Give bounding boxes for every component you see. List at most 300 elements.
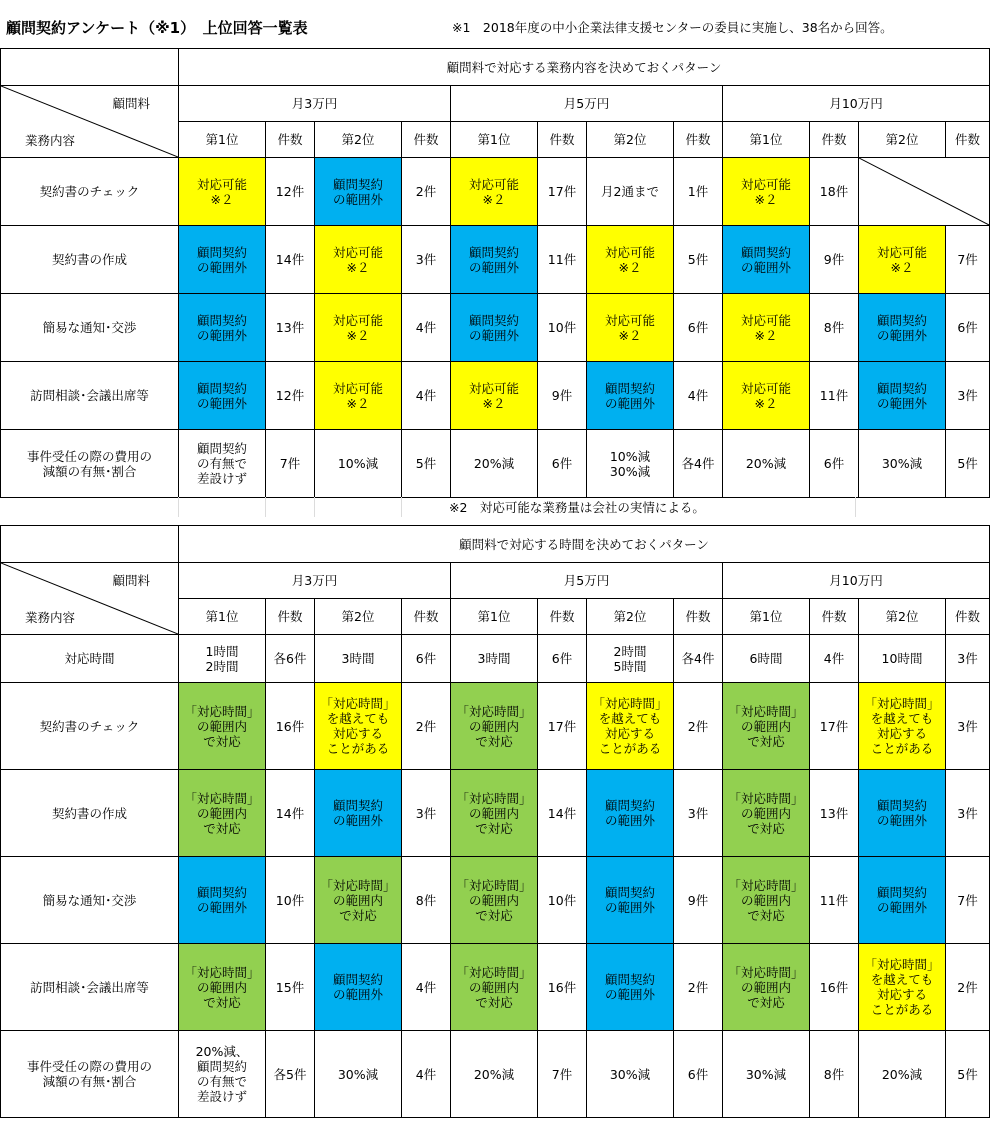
footnote-2: ※2 対応可能な業務量は会社の実情による。 [449, 500, 705, 515]
not-applicable-cell [859, 158, 990, 226]
rank-header: 第1位 [451, 599, 538, 635]
row-label [1, 770, 179, 857]
count-cell [538, 683, 587, 770]
answer-text: 顧問契約 の範囲外 [468, 312, 519, 343]
fee-content-pattern-table [0, 48, 990, 498]
rank-header: 第1位 [179, 122, 266, 158]
count-header: 件数 [810, 599, 859, 635]
count-text: 4件 [415, 388, 437, 403]
answer-text: 「対応時間」 の範囲内 で対応 [456, 703, 532, 749]
table-row [1, 683, 990, 770]
count-text: 6件 [551, 651, 573, 666]
count-text: 17件 [547, 718, 577, 734]
count-cell [674, 1031, 723, 1118]
answer-text: 顧問契約 の範囲外 [876, 885, 927, 915]
answer-text: 顧問契約 の範囲外 [740, 244, 791, 275]
count-text: 3件 [415, 805, 437, 821]
answer-text: 顧問契約 の有無で 差設けず [196, 441, 247, 486]
answer-cell [179, 944, 266, 1031]
count-cell [266, 683, 315, 770]
count-cell [946, 683, 990, 770]
count-header: 件数 [266, 599, 315, 635]
count-text: 4件 [415, 1066, 437, 1082]
answer-text: 顧問契約 の範囲外 [332, 176, 383, 207]
answer-cell [179, 857, 266, 944]
count-cell [946, 226, 990, 294]
fee-header: 月10万円 [723, 563, 990, 599]
rank-header: 第2位 [315, 599, 402, 635]
fee-time-pattern-table [0, 525, 990, 1118]
answer-text: 対応可能 ※２ [468, 176, 519, 207]
answer-text: 対応可能 ※２ [740, 380, 791, 411]
answer-text: 顧問契約 の範囲外 [196, 885, 247, 915]
row-label [1, 362, 179, 430]
count-text: 6件 [415, 651, 437, 666]
answer-cell [179, 158, 266, 226]
count-cell [810, 635, 859, 683]
task-axis-label: 業務内容 [25, 610, 76, 625]
count-cell [538, 857, 587, 944]
count-cell [538, 430, 587, 498]
count-text: 2件 [957, 979, 978, 995]
answer-text: 顧問契約 の範囲外 [332, 972, 383, 1002]
table-row [1, 770, 990, 857]
count-text: 7件 [957, 252, 978, 267]
table-row [1, 226, 990, 294]
count-text: 9件 [823, 252, 845, 267]
count-text: 7件 [279, 456, 301, 471]
answer-text: 「対応時間」 の範囲内 で対応 [728, 790, 804, 836]
answer-cell [723, 226, 810, 294]
answer-cell [723, 1031, 810, 1118]
answer-text: 2時間 5時間 [613, 643, 647, 674]
row-label-text: 簡易な通知･交渉 [42, 320, 137, 335]
answer-cell [179, 226, 266, 294]
count-header: 件数 [674, 599, 723, 635]
answer-cell [315, 857, 402, 944]
rank-header: 第2位 [315, 122, 402, 158]
count-cell [402, 770, 451, 857]
row-label [1, 857, 179, 944]
count-cell [810, 294, 859, 362]
answer-cell [723, 944, 810, 1031]
count-text: 7件 [551, 1066, 573, 1082]
rank-header: 第1位 [723, 122, 810, 158]
answer-cell [179, 362, 266, 430]
fee-header: 月10万円 [723, 86, 990, 122]
count-text: 17件 [547, 184, 577, 199]
answer-text: 「対応時間」 を越えても 対応する ことがある [864, 957, 940, 1017]
rank-header: 第2位 [587, 122, 674, 158]
count-cell [810, 683, 859, 770]
count-cell [946, 770, 990, 857]
answer-text: 10%減 [337, 456, 379, 471]
answer-cell [723, 770, 810, 857]
gridline [401, 497, 402, 517]
count-cell [266, 944, 315, 1031]
count-cell [266, 635, 315, 683]
count-cell [402, 158, 451, 226]
answer-text: 30%減 [609, 1066, 651, 1082]
count-text: 5件 [957, 456, 978, 471]
count-text: 8件 [415, 892, 437, 908]
count-cell [946, 294, 990, 362]
answer-text: 顧問契約 の範囲外 [876, 798, 927, 828]
count-text: 3件 [957, 805, 978, 821]
rank-header: 第2位 [859, 599, 946, 635]
count-cell [674, 857, 723, 944]
count-text: 12件 [275, 388, 305, 403]
row-label-text: 事件受任の際の費用の 減額の有無･割合 [26, 448, 152, 479]
answer-cell [179, 683, 266, 770]
row-label [1, 683, 179, 770]
count-text: 8件 [823, 1066, 845, 1082]
task-axis-label: 業務内容 [25, 133, 76, 148]
count-cell [538, 294, 587, 362]
answer-text: 20%減 [473, 1066, 515, 1082]
count-cell [266, 158, 315, 226]
answer-text: 20%減、 顧問契約 の有無で 差設けず [195, 1044, 249, 1104]
count-cell [266, 770, 315, 857]
count-text: 4件 [415, 320, 437, 335]
answer-cell [587, 770, 674, 857]
answer-text: 「対応時間」 を越えても 対応する ことがある [864, 696, 940, 756]
answer-text: 20%減 [473, 456, 515, 471]
count-cell [674, 226, 723, 294]
answer-cell [315, 683, 402, 770]
count-cell [946, 430, 990, 498]
answer-text: 対応可能 ※２ [740, 312, 791, 343]
gridline [178, 497, 179, 517]
count-text: 10件 [547, 892, 577, 908]
table-row [1, 158, 990, 226]
answer-cell [859, 770, 946, 857]
count-text: 5件 [957, 1066, 978, 1082]
count-text: 3件 [957, 718, 978, 734]
answer-text: 6時間 [749, 651, 783, 666]
count-header: 件数 [946, 122, 990, 158]
answer-text: 対応可能 ※２ [332, 312, 383, 343]
count-cell [946, 635, 990, 683]
count-cell [538, 635, 587, 683]
answer-text: 対応可能 ※２ [604, 244, 655, 275]
count-cell [266, 430, 315, 498]
blank-corner-cell [1, 526, 179, 563]
answer-cell [859, 683, 946, 770]
answer-text: 10時間 [881, 651, 923, 666]
answer-text: 「対応時間」 を越えても 対応する ことがある [592, 696, 668, 756]
count-text: 14件 [275, 805, 305, 821]
answer-cell [451, 158, 538, 226]
count-text: 10件 [275, 892, 305, 908]
answer-cell [587, 944, 674, 1031]
answer-cell [859, 226, 946, 294]
row-label-text: 事件受任の際の費用の 減額の有無･割合 [26, 1059, 152, 1089]
table-row [1, 294, 990, 362]
table-row [1, 362, 990, 430]
count-text: 6件 [687, 1066, 709, 1082]
count-cell [946, 362, 990, 430]
answer-cell [451, 362, 538, 430]
count-header: 件数 [946, 599, 990, 635]
count-text: 2件 [415, 184, 437, 199]
count-cell [674, 294, 723, 362]
count-text: 10件 [547, 320, 577, 335]
count-text: 11件 [819, 892, 849, 908]
count-cell [674, 635, 723, 683]
answer-cell [723, 158, 810, 226]
answer-cell [315, 294, 402, 362]
count-text: 4件 [687, 388, 709, 403]
answer-text: 対応可能 ※２ [332, 380, 383, 411]
answer-cell [315, 770, 402, 857]
count-cell [402, 294, 451, 362]
answer-cell [723, 362, 810, 430]
answer-text: 30%減 [881, 456, 923, 471]
count-text: 17件 [819, 718, 849, 734]
count-cell [402, 362, 451, 430]
answer-text: 対応可能 ※２ [468, 380, 519, 411]
pattern-title: 顧問料で対応する時間を決めておくパターン [179, 526, 990, 563]
rank-header: 第2位 [587, 599, 674, 635]
answer-cell [315, 1031, 402, 1118]
count-text: 6件 [551, 456, 573, 471]
count-cell [946, 857, 990, 944]
row-label [1, 294, 179, 362]
answer-text: 30%減 [745, 1066, 787, 1082]
answer-text: 10%減 30%減 [609, 448, 651, 479]
count-cell [402, 944, 451, 1031]
count-cell [266, 857, 315, 944]
answer-text: 対応可能 ※２ [876, 244, 927, 275]
count-cell [674, 430, 723, 498]
count-cell [674, 362, 723, 430]
count-cell [402, 683, 451, 770]
answer-cell [587, 430, 674, 498]
count-text: 6件 [823, 456, 845, 471]
answer-text: 「対応時間」 の範囲内 で対応 [728, 964, 804, 1010]
answer-text: 「対応時間」 の範囲内 で対応 [320, 877, 396, 923]
answer-cell [859, 1031, 946, 1118]
answer-text: 「対応時間」 を越えても 対応する ことがある [320, 696, 396, 756]
footnote-1: ※1 2018年度の中小企業法律支援センターの委員に実施し、38名から回答。 [452, 20, 893, 35]
answer-cell [179, 770, 266, 857]
count-text: 1件 [687, 184, 709, 199]
row-label-text: 訪問相談･会議出席等 [30, 979, 149, 995]
answer-text: 顧問契約 の範囲外 [876, 312, 927, 343]
blank-corner-cell [1, 49, 179, 86]
count-header: 件数 [538, 122, 587, 158]
count-text: 9件 [687, 892, 709, 908]
rank-header: 第2位 [859, 122, 946, 158]
rank-header: 第1位 [723, 599, 810, 635]
count-text: 3件 [957, 651, 978, 666]
answer-cell [587, 362, 674, 430]
count-text: 11件 [819, 388, 849, 403]
answer-text: 「対応時間」 の範囲内 で対応 [456, 877, 532, 923]
fee-header: 月5万円 [451, 563, 723, 599]
row-label [1, 158, 179, 226]
count-cell [810, 857, 859, 944]
count-cell [538, 158, 587, 226]
count-text: 3件 [415, 252, 437, 267]
answer-text: 対応可能 ※２ [740, 176, 791, 207]
answer-cell [315, 944, 402, 1031]
count-cell [402, 430, 451, 498]
answer-cell [723, 857, 810, 944]
answer-cell [587, 635, 674, 683]
answer-cell [723, 635, 810, 683]
answer-text: 月2通まで [601, 184, 659, 199]
count-header: 件数 [810, 122, 859, 158]
row-label-text: 訪問相談･会議出席等 [30, 388, 149, 403]
count-text: 16件 [819, 979, 849, 995]
count-cell [674, 944, 723, 1031]
answer-text: 「対応時間」 の範囲内 で対応 [184, 964, 260, 1010]
count-cell [810, 944, 859, 1031]
count-text: 2件 [415, 718, 437, 734]
count-cell [810, 1031, 859, 1118]
count-cell [402, 1031, 451, 1118]
count-header: 件数 [402, 122, 451, 158]
count-text: 各4件 [681, 456, 715, 471]
count-cell [810, 226, 859, 294]
count-cell [266, 1031, 315, 1118]
answer-text: 顧問契約 の範囲外 [604, 798, 655, 828]
row-label-text: 対応時間 [64, 651, 115, 666]
answer-text: 「対応時間」 の範囲内 で対応 [728, 877, 804, 923]
count-cell [810, 430, 859, 498]
answer-cell [451, 430, 538, 498]
answer-cell [587, 226, 674, 294]
count-text: 6件 [687, 320, 709, 335]
answer-text: 「対応時間」 の範囲内 で対応 [728, 703, 804, 749]
answer-cell [723, 683, 810, 770]
row-label [1, 944, 179, 1031]
count-text: 2件 [687, 979, 709, 995]
count-header: 件数 [402, 599, 451, 635]
answer-cell [315, 362, 402, 430]
fee-header: 月3万円 [179, 563, 451, 599]
count-text: 7件 [957, 892, 978, 908]
answer-text: 20%減 [745, 456, 787, 471]
count-text: 3件 [687, 805, 709, 821]
answer-cell [451, 944, 538, 1031]
answer-text: 30%減 [337, 1066, 379, 1082]
answer-cell [587, 294, 674, 362]
answer-text: 顧問契約 の範囲外 [196, 244, 247, 275]
answer-cell [723, 430, 810, 498]
count-cell [946, 944, 990, 1031]
count-cell [810, 158, 859, 226]
count-text: 各6件 [273, 651, 307, 666]
answer-text: 「対応時間」 の範囲内 で対応 [456, 790, 532, 836]
count-text: 15件 [275, 979, 305, 995]
answer-text: 「対応時間」 の範囲内 で対応 [184, 790, 260, 836]
count-text: 16件 [275, 718, 305, 734]
count-text: 2件 [687, 718, 709, 734]
count-text: 6件 [957, 320, 978, 335]
count-cell [538, 1031, 587, 1118]
answer-cell [859, 857, 946, 944]
fee-axis-label: 顧問料 [112, 96, 150, 111]
count-text: 12件 [275, 184, 305, 199]
count-text: 14件 [275, 252, 305, 267]
header-diagonal-cell [1, 86, 179, 158]
answer-text: 顧問契約 の範囲外 [196, 380, 247, 411]
count-text: 4件 [415, 979, 437, 995]
answer-cell [451, 683, 538, 770]
count-text: 13件 [275, 320, 305, 335]
answer-cell [179, 430, 266, 498]
answer-text: 顧問契約 の範囲外 [468, 244, 519, 275]
count-cell [674, 683, 723, 770]
row-label [1, 226, 179, 294]
answer-text: 「対応時間」 の範囲内 で対応 [184, 703, 260, 749]
count-cell [266, 294, 315, 362]
answer-cell [859, 944, 946, 1031]
row-label-text: 契約書のチェック [39, 184, 140, 199]
answer-text: 対応可能 ※２ [604, 312, 655, 343]
answer-text: 3時間 [341, 651, 375, 666]
table-row [1, 857, 990, 944]
gridline [314, 497, 315, 517]
answer-cell [587, 158, 674, 226]
answer-cell [587, 683, 674, 770]
count-header: 件数 [538, 599, 587, 635]
answer-text: 顧問契約 の範囲外 [604, 885, 655, 915]
pattern-title: 顧問料で対応する業務内容を決めておくパターン [179, 49, 990, 86]
count-text: 3件 [957, 388, 978, 403]
answer-cell [451, 770, 538, 857]
answer-cell [451, 857, 538, 944]
table-row [1, 430, 990, 498]
count-text: 5件 [687, 252, 709, 267]
row-label-text: 契約書の作成 [51, 805, 127, 821]
row-label [1, 430, 179, 498]
header-diagonal-cell [1, 563, 179, 635]
count-text: 5件 [415, 456, 437, 471]
row-label-text: 簡易な通知･交渉 [42, 892, 137, 908]
row-label [1, 1031, 179, 1118]
answer-cell [315, 430, 402, 498]
gridline [265, 497, 266, 517]
count-text: 11件 [547, 252, 577, 267]
count-header: 件数 [674, 122, 723, 158]
count-cell [538, 226, 587, 294]
rank-header: 第1位 [179, 599, 266, 635]
answer-cell [587, 857, 674, 944]
count-cell [538, 944, 587, 1031]
answer-cell [451, 226, 538, 294]
count-cell [674, 158, 723, 226]
answer-text: 顧問契約 の範囲外 [196, 312, 247, 343]
answer-cell [451, 635, 538, 683]
fee-axis-label: 顧問料 [112, 573, 150, 588]
answer-cell [723, 294, 810, 362]
answer-cell [451, 294, 538, 362]
count-text: 14件 [547, 805, 577, 821]
fee-header: 月3万円 [179, 86, 451, 122]
row-label-text: 契約書のチェック [39, 718, 140, 734]
answer-cell [179, 635, 266, 683]
count-cell [538, 770, 587, 857]
count-text: 8件 [823, 320, 845, 335]
answer-text: 「対応時間」 の範囲内 で対応 [456, 964, 532, 1010]
count-cell [810, 770, 859, 857]
count-cell [538, 362, 587, 430]
answer-cell [179, 1031, 266, 1118]
